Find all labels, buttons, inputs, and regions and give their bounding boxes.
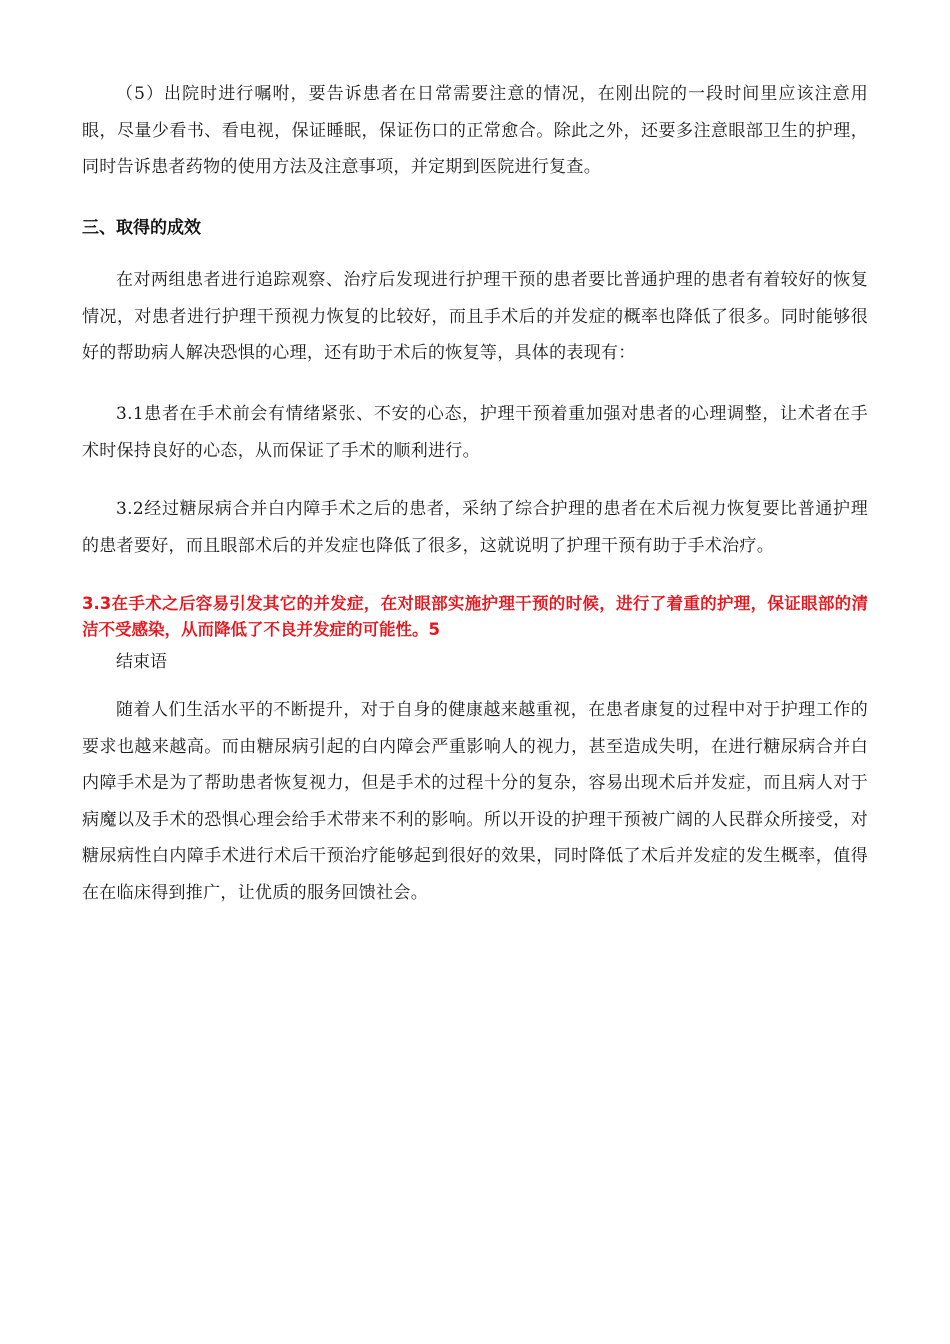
highlighted-paragraph-item-3-3: 3.3在手术之后容易引发其它的并发症，在对眼部实施护理干预的时候，进行了着重的护理，保证眼部的清洁不受感染，从而降低了不良并发症的可能性。5 (82, 594, 868, 639)
closing-heading: 结束语 (116, 652, 167, 672)
paragraph-closing: 随着人们生活水平的不断提升，对于自身的健康越来越重视，在患者康复的过程中对于护理工作的要求也越来越高。而由糖尿病引起的白内障会严重影响人的视力，甚至造成失明，在进行糖尿病合并白内障手术是为了帮助患者恢复视力，但是手术的过程十分的复杂，容易出现术后并发症，而且病人对于病魔以及手术的恐惧心理会给手术带来不利的影响。所以开设的护理干预被广阔的人民群众所接受，对糖尿病性白内障手术进行术后干预治疗能够起到很好的效果，同时降低了术后并发症的发生概率，值得在在临床得到推广，让优质的服务回馈社会。 (82, 700, 868, 903)
paragraph-item-3-1: 3.1患者在手术前会有情绪紧张、不安的心态，护理干预着重加强对患者的心理调整，让术者在手术时保持良好的心态，从而保证了手术的顺利进行。 (82, 404, 868, 461)
paragraph-discharge-instructions: （5）出院时进行嘱咐，要告诉患者在日常需要注意的情况，在刚出院的一段时间里应该注意用眼，尽量少看书、看电视，保证睡眠，保证伤口的正常愈合。除此之外，还要多注意眼部卫生的护理，同时告诉患者药物的使用方法及注意事项，并定期到医院进行复查。 (82, 84, 868, 177)
paragraph-results-intro: 在对两组患者进行追踪观察、治疗后发现进行护理干预的患者要比普通护理的患者有着较好的恢复情况，对患者进行护理干预视力恢复的比较好，而且手术后的并发症的概率也降低了很多。同时能够很好的帮助病人解决恐惧的心理，还有助于术后的恢复等，具体的表现有： (82, 270, 868, 363)
paragraph-item-3-2: 3.2经过糖尿病合并白内障手术之后的患者，采纳了综合护理的患者在术后视力恢复要比普通护理的患者要好，而且眼部术后的并发症也降低了很多，这就说明了护理干预有助于手术治疗。 (82, 499, 868, 556)
section-heading-results: 三、取得的成效 (82, 218, 201, 238)
